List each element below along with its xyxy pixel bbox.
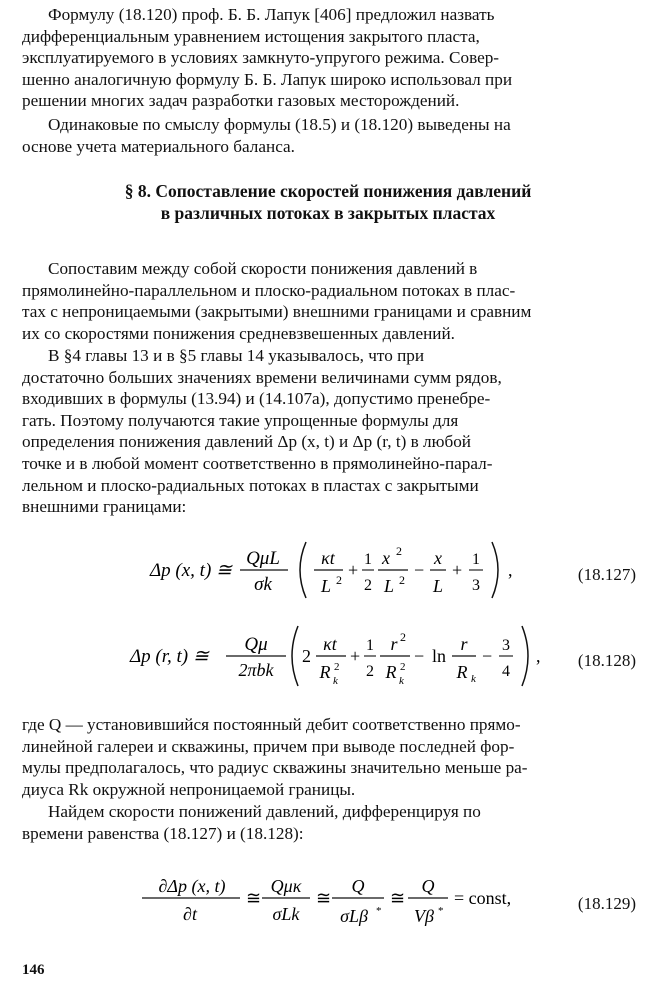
- svg-text:σLk: σLk: [272, 904, 300, 924]
- equation-18-128-formula: [0, 620, 545, 692]
- text-line: их со скоростями понижения средневзвешенных давлений.: [22, 323, 455, 343]
- paragraph-3: [22, 258, 638, 344]
- text-line: определения понижения давлений Δp (x, t) и Δp (r, t) в любой: [22, 432, 471, 452]
- equation-number: (18.128): [577, 651, 636, 670]
- text-line: Одинаковые по смыслу формулы (18.5) и (18.120) выведены на: [48, 115, 511, 134]
- svg-text:Qμκ: Qμκ: [270, 876, 302, 896]
- text-line: В §4 главы 13 и в §5 главы 14 указывалось, что при: [48, 346, 425, 365]
- page-number: 146: [22, 962, 45, 978]
- svg-text:L: L: [320, 576, 332, 596]
- left-paren: [300, 542, 306, 598]
- left-paren: [292, 626, 298, 686]
- svg-text:1: 1: [366, 637, 374, 654]
- eq-lhs: Δp (r, t) ≅: [130, 646, 209, 667]
- paragraph-2: [22, 114, 638, 157]
- equation-number: (18.127): [577, 565, 636, 584]
- equation-18-128: [0, 620, 656, 692]
- text-line: мулы предполагалось, что радиус скважины значительно меньше ра-: [22, 758, 528, 778]
- svg-text:R: R: [385, 662, 397, 682]
- svg-text:2: 2: [334, 661, 340, 673]
- svg-text:k: k: [471, 673, 476, 685]
- equation-18-129-formula: [0, 866, 545, 932]
- svg-text:−: −: [414, 646, 425, 666]
- svg-text:∂Δp (x, t): ∂Δp (x, t): [158, 876, 226, 896]
- svg-text:2: 2: [366, 663, 374, 680]
- text-line: достаточно больших значениях времени величинами сумм рядов,: [22, 367, 502, 387]
- svg-text:*: *: [438, 905, 444, 917]
- eq-coef-denominator: 2πbk: [238, 660, 274, 680]
- paragraph-6: [22, 801, 638, 844]
- text-line: диуса Rk окружной непроницаемой границы.: [22, 779, 356, 799]
- text-line: времени равенства (18.127) и (18.128):: [22, 823, 304, 843]
- svg-text:2: 2: [399, 573, 405, 587]
- eq-const: = const,: [454, 888, 512, 908]
- text-line: гать. Поэтому получаются такие упрощенные формулы для: [22, 410, 459, 430]
- paragraph-4: [22, 345, 638, 518]
- text-line: лельном и плоско-радиальных потоках в пластах с закрытыми: [22, 475, 479, 495]
- svg-text:2: 2: [400, 661, 406, 673]
- eq-coef-denominator: σk: [254, 574, 272, 595]
- right-paren: [522, 626, 528, 686]
- svg-text:,: ,: [536, 646, 541, 666]
- paragraph-1: [22, 4, 638, 112]
- svg-text:R: R: [319, 662, 331, 682]
- svg-text:+: +: [452, 560, 463, 580]
- svg-text:−: −: [482, 646, 493, 666]
- equation-18-129: [0, 866, 656, 932]
- svg-text:L: L: [383, 576, 395, 596]
- svg-text:+: +: [348, 560, 359, 580]
- svg-text:Vβ: Vβ: [414, 906, 434, 926]
- equation-18-127-formula: [0, 534, 540, 604]
- svg-text:,: ,: [508, 560, 513, 580]
- heading-line-1: § 8. Сопоставление скоростей понижения давлений: [124, 181, 532, 201]
- svg-text:Q: Q: [351, 876, 365, 896]
- text-line: внешними границами:: [22, 497, 187, 517]
- paragraph-5: [22, 714, 638, 800]
- svg-text:+: +: [350, 646, 361, 666]
- text-line: основе учета материального баланса.: [22, 136, 295, 156]
- svg-text:2: 2: [302, 646, 311, 666]
- svg-text:1: 1: [364, 551, 372, 568]
- eq-coef-numerator: Qμ: [244, 634, 268, 655]
- svg-text:2: 2: [336, 573, 342, 587]
- svg-text:1: 1: [472, 551, 480, 568]
- svg-text:x: x: [382, 548, 390, 568]
- svg-text:2: 2: [400, 630, 406, 644]
- svg-text:x: x: [434, 548, 442, 568]
- svg-text:κt: κt: [321, 548, 335, 568]
- text-line: прямолинейно-параллельном и плоско-радиальном потоках в плас-: [22, 280, 516, 300]
- text-line: линейной галереи и скважины, причем при выводе последней фор-: [22, 736, 515, 756]
- svg-text:L: L: [432, 576, 444, 596]
- svg-text:k: k: [399, 675, 404, 687]
- right-paren: [492, 542, 498, 598]
- svg-text:Q: Q: [421, 876, 435, 896]
- svg-text:r: r: [390, 634, 398, 654]
- text-line: входивших в формулы (13.94) и (14.107а), допустимо пренебре-: [22, 389, 491, 409]
- text-line: шенно аналогичную формулу Б. Б. Лапук широко использовал при: [22, 69, 513, 89]
- svg-text:−: −: [414, 560, 425, 580]
- svg-text:κt: κt: [323, 634, 337, 654]
- eq-lhs: Δp (x, t) ≅: [150, 560, 232, 581]
- svg-text:R: R: [456, 662, 468, 682]
- text-line: где Q — установившийся постоянный дебит соответственно прямо-: [22, 715, 521, 734]
- text-line: тах с непроницаемыми (закрытыми) внешними границами и сравним: [22, 302, 532, 322]
- svg-text:≅: ≅: [316, 888, 332, 908]
- svg-text:k: k: [333, 675, 338, 687]
- equation-18-127: [0, 534, 656, 604]
- text-line: эксплуатируемого в условиях замкнуто-упругого режима. Совер-: [22, 48, 500, 68]
- heading-line-2: в различных потоках в закрытых пластах: [160, 203, 496, 223]
- text-line: решении многих задач разработки газовых месторождений.: [22, 91, 460, 111]
- text-line: дифференциальным уравнением истощения закрытого пласта,: [22, 26, 480, 46]
- svg-text:3: 3: [472, 577, 480, 594]
- equation-number: (18.129): [577, 894, 636, 913]
- eq-coef-numerator: QμL: [246, 548, 280, 569]
- text-line: Формулу (18.120) проф. Б. Б. Лапук [406] предложил назвать: [48, 5, 495, 24]
- svg-text:≅: ≅: [390, 888, 406, 908]
- svg-text:σLβ: σLβ: [340, 906, 368, 926]
- text-line: точке и в любой момент соответственно в прямолинейно-парал-: [22, 453, 493, 473]
- text-line: Сопоставим между собой скорости понижения давлений в: [48, 259, 478, 278]
- svg-text:∂t: ∂t: [183, 904, 197, 924]
- svg-text:4: 4: [502, 663, 510, 680]
- text-line: Найдем скорости понижений давлений, дифференцируя по: [48, 802, 481, 821]
- svg-text:2: 2: [364, 577, 372, 594]
- svg-text:ln: ln: [432, 646, 447, 666]
- svg-text:2: 2: [396, 544, 402, 558]
- svg-text:3: 3: [502, 637, 510, 654]
- section-heading: [0, 180, 656, 224]
- svg-text:r: r: [460, 634, 468, 654]
- svg-text:≅: ≅: [246, 888, 262, 908]
- svg-text:*: *: [376, 905, 382, 917]
